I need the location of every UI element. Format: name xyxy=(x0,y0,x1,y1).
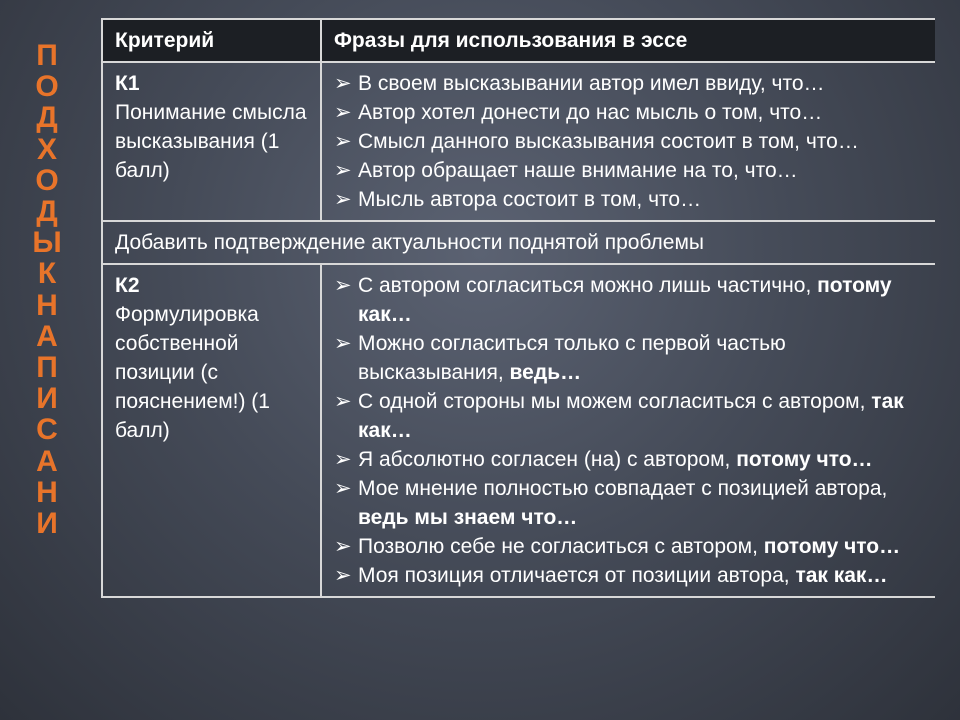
note-cell: Добавить подтверждение актуальности поднятой проблемы xyxy=(102,221,935,264)
phrase-list xyxy=(334,69,925,214)
criterion-code: К1 xyxy=(115,72,140,95)
list-item: ➢ Мысль автора состоит в том, что… xyxy=(334,185,925,214)
title-letter: Д xyxy=(36,195,58,229)
title-letter: О xyxy=(35,163,59,197)
table-row-k1 xyxy=(102,62,935,221)
list-item: ➢ Позволю себе не согласиться с автором, потому что… xyxy=(334,532,925,561)
title-letter: Н xyxy=(36,288,58,322)
arrow-bullet-icon: ➢ xyxy=(334,101,352,124)
arrow-bullet-icon: ➢ xyxy=(334,72,352,95)
vertical-title xyxy=(28,40,66,539)
table-header-row xyxy=(102,19,935,62)
title-letter: А xyxy=(36,319,58,353)
arrow-bullet-icon: ➢ xyxy=(334,535,352,558)
header-criterion: Критерий xyxy=(102,19,321,62)
list-item: ➢ В своем высказывании автор имел ввиду, что… xyxy=(334,69,925,98)
title-letter: П xyxy=(36,39,58,72)
arrow-bullet-icon: ➢ xyxy=(334,448,352,471)
list-item: ➢ Смысл данного высказывания состоит в том, что… xyxy=(334,127,925,156)
title-letter: С xyxy=(36,413,58,447)
list-item: ➢ Мое мнение полностью совпадает с позицией автора, ведь мы знаем что… xyxy=(334,474,925,532)
title-letter: И xyxy=(36,382,58,416)
title-letter: Х xyxy=(36,132,57,166)
table-row-k2 xyxy=(102,264,935,597)
list-item: ➢ Можно согласиться только с первой частью высказывания, ведь… xyxy=(334,329,925,387)
arrow-bullet-icon: ➢ xyxy=(334,188,352,211)
criteria-table-container xyxy=(101,18,935,720)
list-item: ➢ С автором согласиться можно лишь частично, потому как… xyxy=(334,271,925,329)
list-item: ➢ Моя позиция отличается от позиции автора, так как… xyxy=(334,561,925,590)
title-letter: Ы xyxy=(32,226,62,260)
arrow-bullet-icon: ➢ xyxy=(334,159,352,182)
list-item: ➢ С одной стороны мы можем согласиться с автором, так как… xyxy=(334,387,925,445)
arrow-bullet-icon: ➢ xyxy=(334,564,352,587)
phrase-list xyxy=(334,271,925,590)
title-letter: И xyxy=(36,507,58,541)
criterion-cell xyxy=(102,264,321,597)
arrow-bullet-icon: ➢ xyxy=(334,130,352,153)
title-letter: Н xyxy=(36,475,58,509)
title-letter: Д xyxy=(36,101,58,135)
list-item: ➢ Автор обращает наше внимание на то, что… xyxy=(334,156,925,185)
title-letter: А xyxy=(36,444,58,478)
arrow-bullet-icon: ➢ xyxy=(334,477,352,500)
arrow-bullet-icon: ➢ xyxy=(334,390,352,413)
arrow-bullet-icon: ➢ xyxy=(334,332,352,355)
title-letter: О xyxy=(35,70,59,104)
phrases-cell xyxy=(321,264,935,597)
list-item: ➢ Я абсолютно согласен (на) с автором, потому что… xyxy=(334,445,925,474)
header-phrases: Фразы для использования в эссе xyxy=(321,19,935,62)
list-item: ➢ Автор хотел донести до нас мысль о том, что… xyxy=(334,98,925,127)
criteria-table xyxy=(101,18,935,598)
arrow-bullet-icon: ➢ xyxy=(334,274,352,297)
phrases-cell xyxy=(321,62,935,221)
criterion-description: Понимание смысла высказывания (1 балл) xyxy=(115,101,307,182)
table-row-note xyxy=(102,221,935,264)
title-letter: К xyxy=(37,257,57,291)
criterion-description: Формулировка собственной позиции (с пояснением!) (1 балл) xyxy=(115,303,270,442)
title-letter: П xyxy=(36,351,58,385)
criterion-cell xyxy=(102,62,321,221)
criterion-code: К2 xyxy=(115,274,140,297)
